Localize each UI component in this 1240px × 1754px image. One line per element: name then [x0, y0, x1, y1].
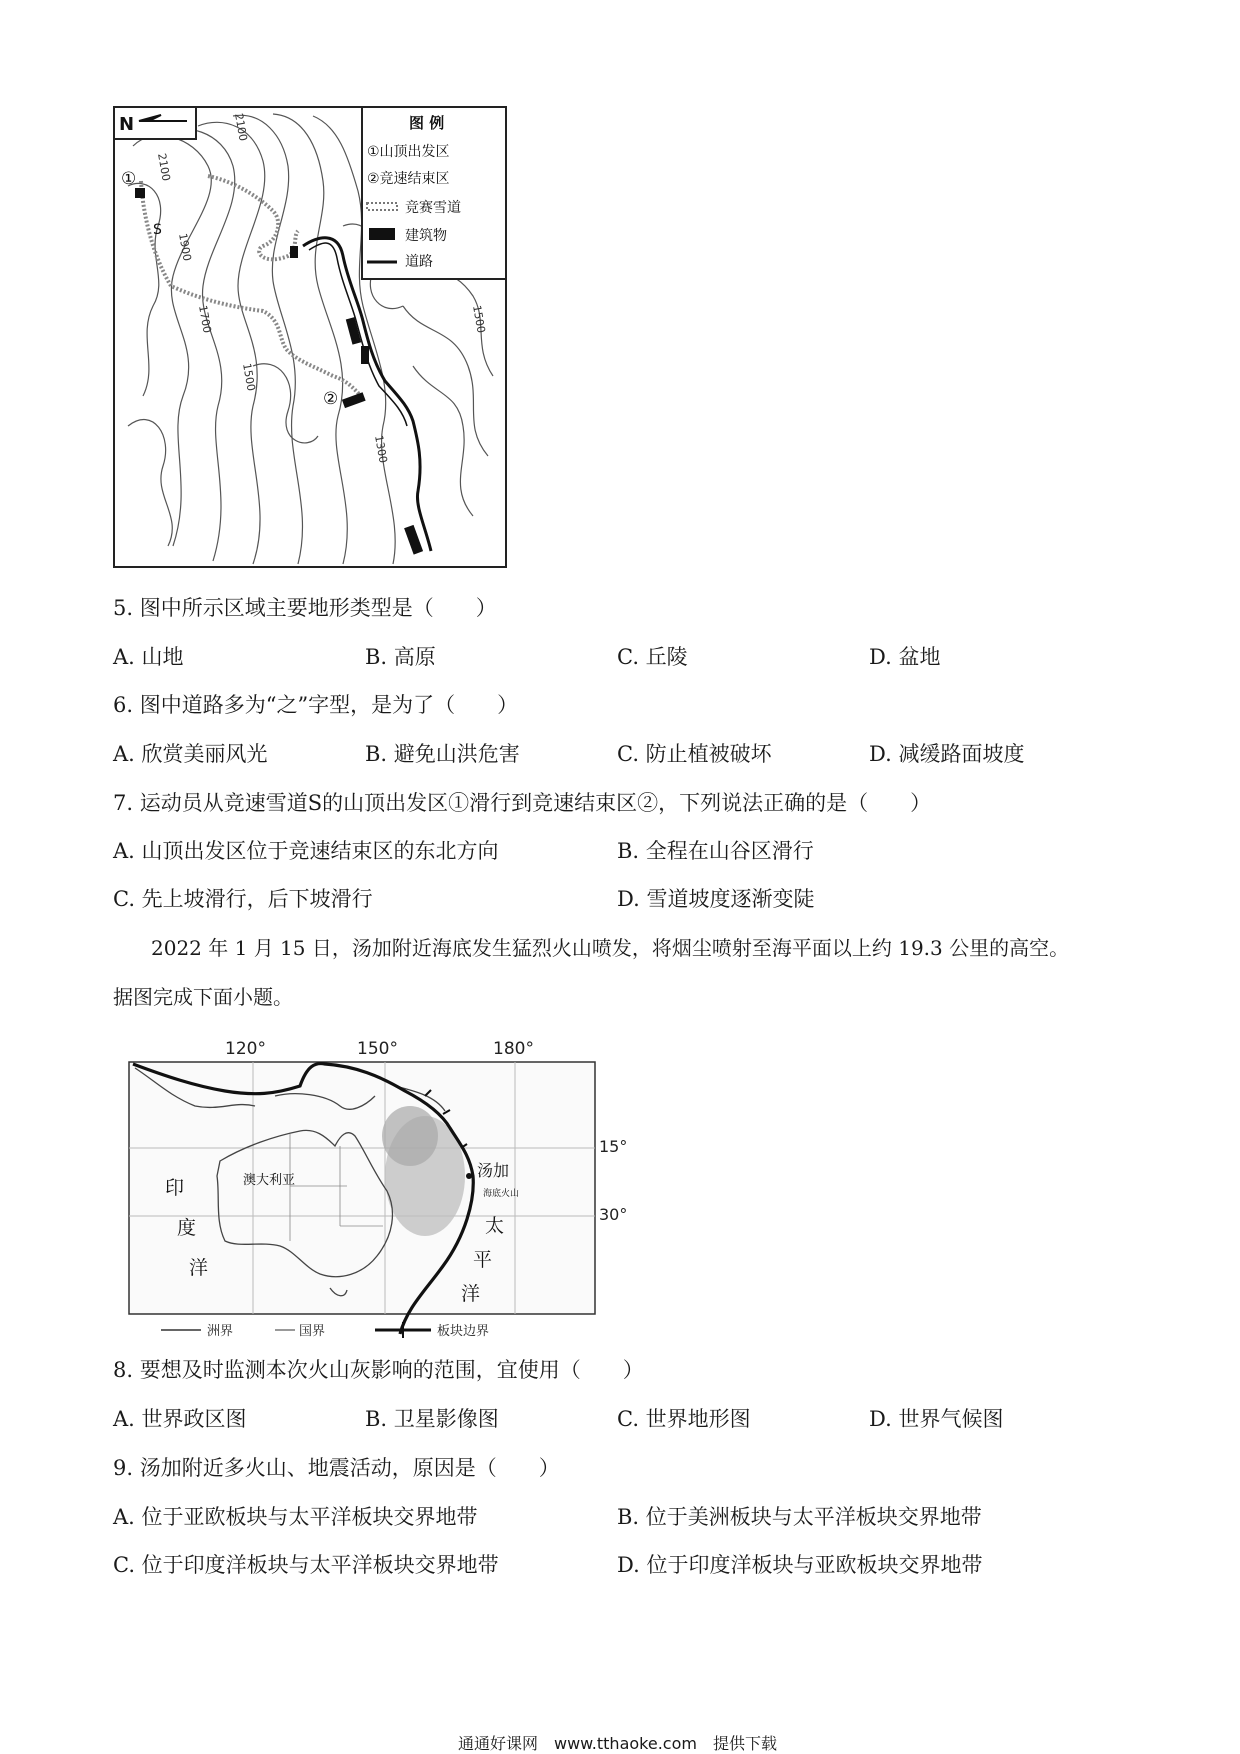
building — [135, 188, 145, 198]
legend-item-road: 道路 — [405, 254, 433, 270]
question-7-stem: 7. 运动员从竞速雪道S的山顶出发区①滑行到竞速结束区②，下列说法正确的是（ ） — [113, 791, 932, 815]
q6-option-b[interactable]: B. 避免山洪危害 — [365, 742, 520, 766]
pacific-ocean-char-2: 平 — [473, 1249, 493, 1271]
legend-item-start: ①山顶出发区 — [367, 144, 450, 160]
lon-label-150: 150° — [357, 1039, 398, 1059]
indian-ocean-char-2: 度 — [177, 1217, 197, 1239]
q9-option-d[interactable]: D. 位于印度洋板块与亚欧板块交界地带 — [617, 1553, 983, 1577]
q9-option-c[interactable]: C. 位于印度洋板块与太平洋板块交界地带 — [113, 1553, 499, 1577]
legend-country-border: 国界 — [299, 1324, 326, 1339]
north-label: N — [119, 114, 135, 135]
contour-label: 2100 — [232, 112, 250, 143]
legend-plate-boundary: 板块边界 — [437, 1324, 490, 1339]
indian-ocean-char-1: 印 — [165, 1177, 185, 1199]
q7-option-d[interactable]: D. 雪道坡度逐渐变陡 — [617, 887, 815, 911]
q8-option-b[interactable]: B. 卫星影像图 — [365, 1407, 499, 1431]
building — [290, 246, 298, 258]
building — [361, 346, 369, 364]
legend-item-building: 建筑物 — [405, 228, 447, 244]
pacific-ocean-char-1: 太 — [485, 1215, 505, 1237]
oceania-map — [125, 1036, 628, 1342]
indian-ocean-char-3: 洋 — [189, 1257, 209, 1279]
question-8-stem: 8. 要想及时监测本次火山灰影响的范围，宜使用（ ） — [113, 1358, 644, 1382]
ash-cloud-core — [382, 1106, 438, 1166]
q7-option-c[interactable]: C. 先上坡滑行，后下坡滑行 — [113, 887, 373, 911]
q8-option-c[interactable]: C. 世界地形图 — [617, 1407, 751, 1431]
q5-option-c[interactable]: C. 丘陵 — [617, 645, 688, 669]
contour-label: 1900 — [176, 232, 194, 263]
legend-item-end: ②竞速结束区 — [367, 171, 450, 187]
q7-option-a[interactable]: A. 山顶出发区位于竞速结束区的东北方向 — [113, 839, 499, 863]
q8-option-a[interactable]: A. 世界政区图 — [113, 1407, 247, 1431]
lat-label-30: 30° — [599, 1205, 628, 1224]
contour-label: 1300 — [372, 434, 390, 465]
legend-box — [362, 107, 506, 279]
question-6-stem: 6. 图中道路多为“之”字型，是为了（ ） — [113, 693, 519, 717]
topographic-map — [113, 106, 507, 568]
tonga-label: 汤加 — [477, 1161, 510, 1180]
passage-line-2: 据图完成下面小题。 — [113, 985, 293, 1009]
pacific-ocean-char-3: 洋 — [461, 1283, 481, 1305]
contour-label: 2100 — [155, 152, 173, 183]
track-label: S — [153, 222, 162, 238]
q6-option-a[interactable]: A. 欣赏美丽风光 — [113, 742, 268, 766]
q9-option-b[interactable]: B. 位于美洲板块与太平洋板块交界地带 — [617, 1505, 982, 1529]
volcano-icon — [466, 1173, 472, 1179]
legend-item-track: 竞赛雪道 — [405, 200, 461, 216]
q6-option-c[interactable]: C. 防止植被破坏 — [617, 742, 772, 766]
end-marker: ② — [323, 389, 339, 409]
legend-building-symbol — [369, 228, 395, 240]
q7-option-b[interactable]: B. 全程在山谷区滑行 — [617, 839, 814, 863]
legend-title: 图 例 — [409, 114, 445, 132]
q5-option-a[interactable]: A. 山地 — [113, 645, 184, 669]
q5-option-d[interactable]: D. 盆地 — [869, 645, 941, 669]
q9-option-a[interactable]: A. 位于亚欧板块与太平洋板块交界地带 — [113, 1505, 478, 1529]
volcano-label: 海底火山 — [483, 1189, 520, 1199]
q8-option-d[interactable]: D. 世界气候图 — [869, 1407, 1004, 1431]
question-5-stem: 5. 图中所示区域主要地形类型是（ ） — [113, 596, 497, 620]
page-footer: 通通好课网 www.tthaoke.com 提供下载 — [458, 1734, 777, 1753]
q6-option-d[interactable]: D. 减缓路面坡度 — [869, 742, 1025, 766]
start-marker: ① — [121, 169, 137, 189]
australia-label: 澳大利亚 — [243, 1173, 296, 1188]
contour-label: 1700 — [196, 304, 214, 335]
question-9-stem: 9. 汤加附近多火山、地震活动，原因是（ ） — [113, 1456, 560, 1480]
lon-label-180: 180° — [493, 1039, 534, 1059]
contour-label: 1500 — [240, 362, 258, 393]
q5-option-b[interactable]: B. 高原 — [365, 645, 436, 669]
contour-label: 1500 — [470, 304, 488, 335]
legend-continent-border: 洲界 — [207, 1324, 234, 1339]
lat-label-15: 15° — [599, 1137, 628, 1156]
passage-line-1: 2022 年 1 月 15 日，汤加附近海底发生猛烈火山喷发，将烟尘喷射至海平面以上约 19.3 公里的高空。 — [151, 936, 1070, 960]
lon-label-120: 120° — [225, 1039, 266, 1059]
